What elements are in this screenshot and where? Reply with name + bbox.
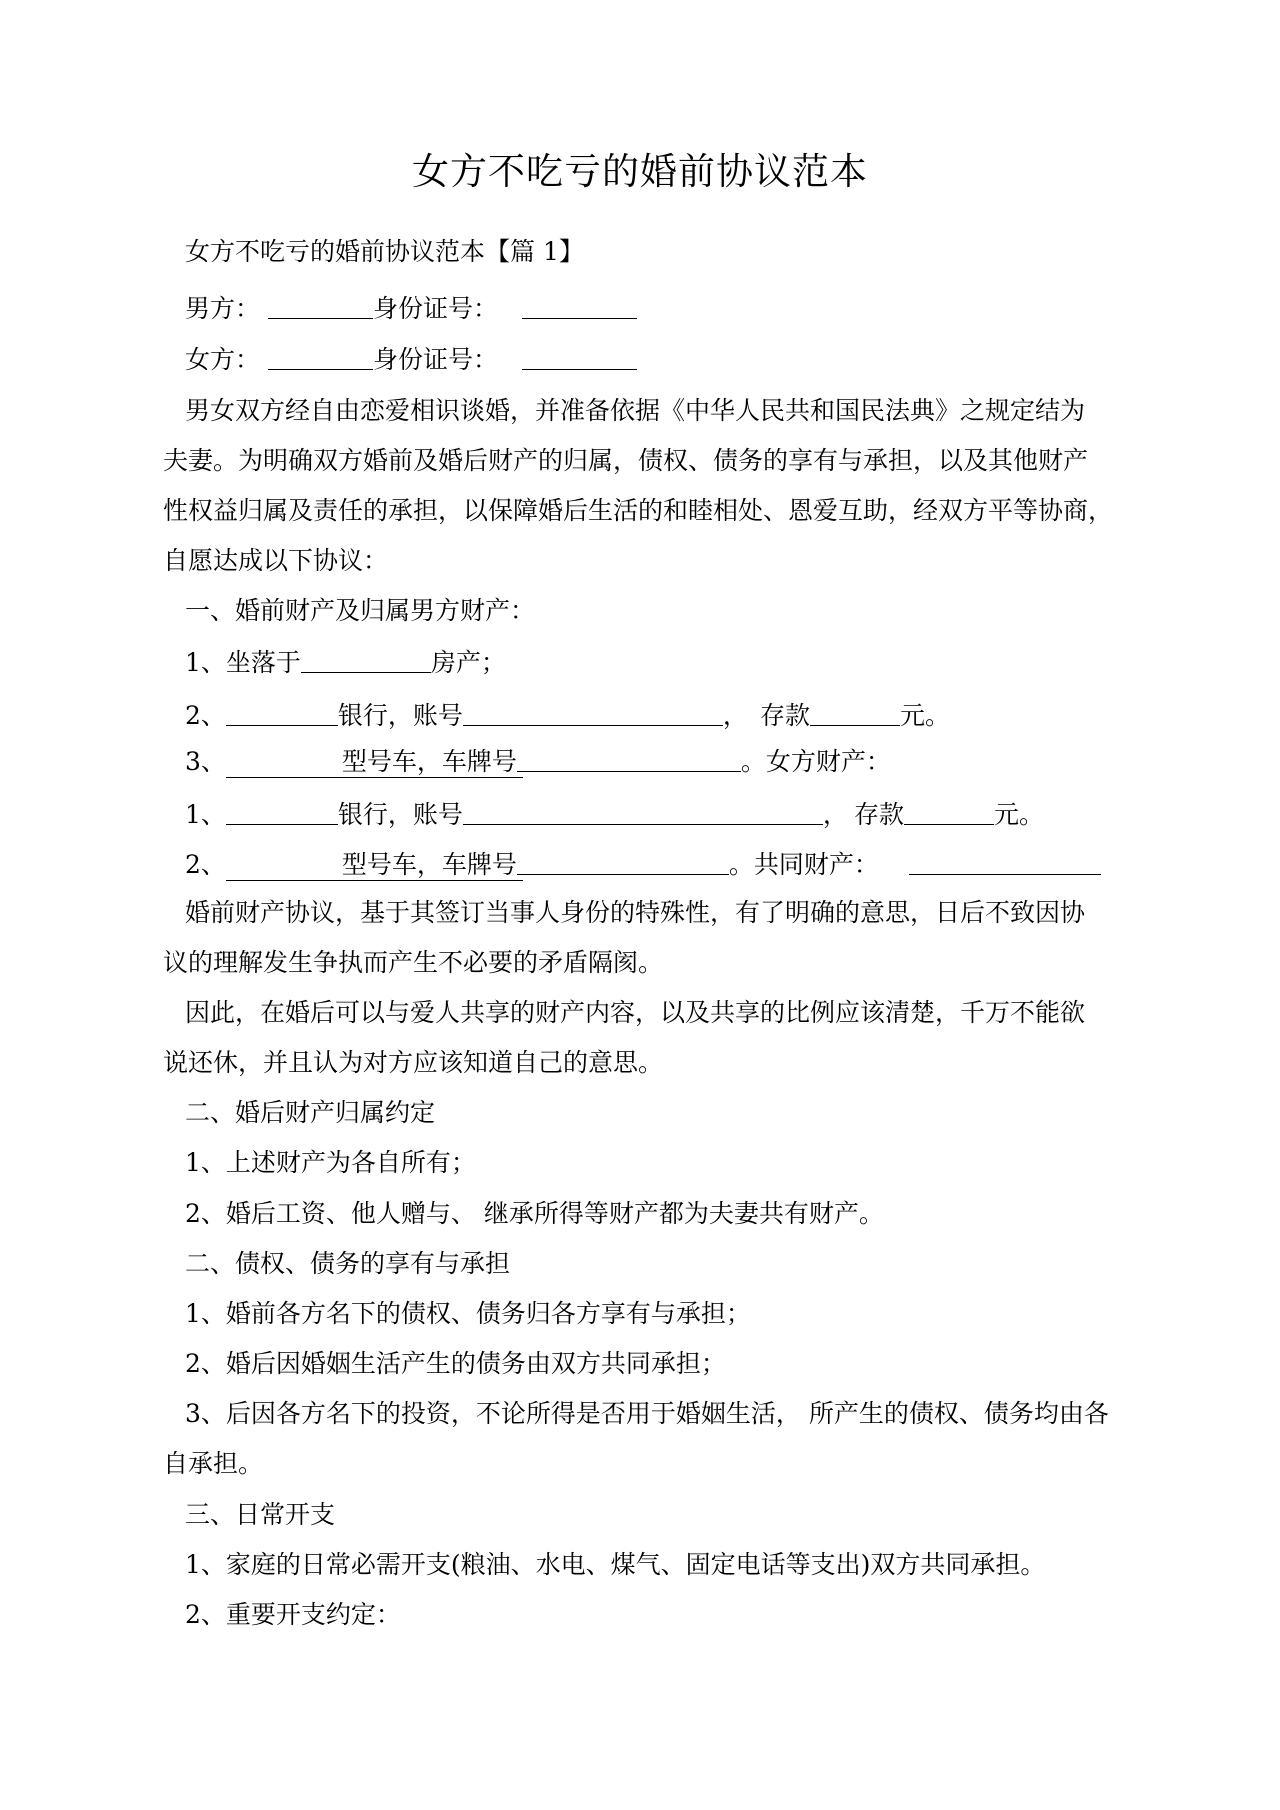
item-prefix: 2、 bbox=[185, 850, 226, 879]
car-model-field[interactable]: 型号车，车牌号 bbox=[226, 747, 523, 778]
section-heading: 二、债权、债务的享有与承担 bbox=[185, 1249, 511, 1278]
male-property-item bbox=[185, 697, 950, 734]
bank-label: 银行，账号 bbox=[337, 701, 463, 730]
section-heading: 三、日常开支 bbox=[185, 1500, 336, 1529]
list-item: 1、上述财产为各自所有； bbox=[185, 1148, 476, 1177]
male-label: 男方： bbox=[185, 294, 261, 323]
female-id-blank[interactable] bbox=[522, 343, 637, 370]
male-id-label: 身份证号： bbox=[373, 294, 499, 323]
account-number-blank[interactable] bbox=[463, 699, 723, 726]
female-property-item bbox=[185, 796, 1044, 833]
item-prefix: 3、 bbox=[185, 747, 226, 776]
male-property-item bbox=[185, 644, 506, 681]
item-prefix: 1、 bbox=[185, 800, 226, 829]
paragraph-line: 因此，在婚后可以与爱人共享的财产内容，以及共享的比例应该清楚，千万不能欲 bbox=[185, 998, 1086, 1027]
yuan-label: 元。 bbox=[899, 701, 950, 730]
plate-number-blank[interactable] bbox=[517, 848, 729, 875]
section-heading: 二、婚后财产归属约定 bbox=[185, 1098, 436, 1127]
item-prefix: 2、 bbox=[185, 701, 226, 730]
intro-line: 性权益归属及责任的承担，以保障婚后生活的和睦相处、恩爱互助，经双方平等协商， bbox=[163, 496, 1114, 525]
section-heading: 一、婚前财产及归属男方财产： bbox=[185, 596, 536, 625]
comma: ， bbox=[722, 701, 748, 730]
deposit-amount-blank[interactable] bbox=[810, 699, 900, 726]
house-location-blank[interactable] bbox=[301, 646, 431, 673]
deposit-amount-blank[interactable] bbox=[904, 798, 994, 825]
list-item: 1、婚前各方名下的债权、债务归各方享有与承担； bbox=[185, 1299, 751, 1328]
list-item: 2、重要开支约定： bbox=[185, 1600, 401, 1629]
male-name-blank[interactable] bbox=[268, 292, 373, 319]
list-item: 1、家庭的日常必需开支(粮油、水电、煤气、固定电话等支出)双方共同承担。 bbox=[185, 1550, 1046, 1579]
bank-label: 银行，账号 bbox=[337, 800, 463, 829]
plate-number-blank[interactable] bbox=[517, 745, 741, 772]
paragraph-line: 婚前财产协议，基于其签订当事人身份的特殊性，有了明确的意思，日后不致因协 bbox=[185, 898, 1086, 927]
paragraph-line: 说还休，并且认为对方应该知道自己的意思。 bbox=[163, 1048, 664, 1077]
male-id-blank[interactable] bbox=[522, 292, 637, 319]
list-item: 3、后因各方名下的投资，不论所得是否用于婚姻生活， 所产生的债权、债务均由各 bbox=[185, 1399, 1109, 1428]
item-suffix: 。共同财产： bbox=[728, 850, 879, 879]
item-suffix: 房产； bbox=[430, 648, 506, 677]
male-property-item bbox=[185, 743, 891, 780]
list-item: 2、婚后工资、他人赠与、 继承所得等财产都为夫妻共有财产。 bbox=[185, 1199, 884, 1228]
car-model-field[interactable]: 型号车，车牌号 bbox=[226, 850, 523, 881]
intro-line: 夫妻。为明确双方婚前及婚后财产的归属，债权、债务的享有与承担，以及其他财产 bbox=[163, 446, 1089, 475]
deposit-label: 存款 bbox=[853, 800, 904, 829]
item-suffix: 。女方财产： bbox=[740, 747, 891, 776]
subtitle: 女方不吃亏的婚前协议范本【篇 1】 bbox=[185, 237, 584, 266]
female-name-blank[interactable] bbox=[268, 343, 373, 370]
comma: ， bbox=[822, 800, 848, 829]
female-info-line bbox=[185, 341, 637, 378]
bank-name-blank[interactable] bbox=[226, 798, 338, 825]
document-title: 女方不吃亏的婚前协议范本 bbox=[412, 150, 868, 193]
intro-line: 自愿达成以下协议： bbox=[163, 546, 389, 575]
female-label: 女方： bbox=[185, 345, 261, 374]
female-property-item bbox=[185, 846, 1101, 883]
male-info-line bbox=[185, 290, 637, 327]
list-item-continuation: 自承担。 bbox=[163, 1449, 264, 1478]
item-prefix: 1、坐落于 bbox=[185, 648, 301, 677]
female-id-label: 身份证号： bbox=[373, 345, 499, 374]
intro-line: 男女双方经自由恋爱相识谈婚，并准备依据《中华人民共和国民法典》之规定结为 bbox=[185, 396, 1086, 425]
paragraph-line: 议的理解发生争执而产生不必要的矛盾隔阂。 bbox=[163, 948, 664, 977]
list-item: 2、婚后因婚姻生活产生的债务由双方共同承担； bbox=[185, 1349, 726, 1378]
bank-name-blank[interactable] bbox=[226, 699, 338, 726]
joint-property-blank[interactable] bbox=[909, 848, 1101, 875]
account-number-blank[interactable] bbox=[463, 798, 823, 825]
yuan-label: 元。 bbox=[993, 800, 1044, 829]
deposit-label: 存款 bbox=[759, 701, 810, 730]
